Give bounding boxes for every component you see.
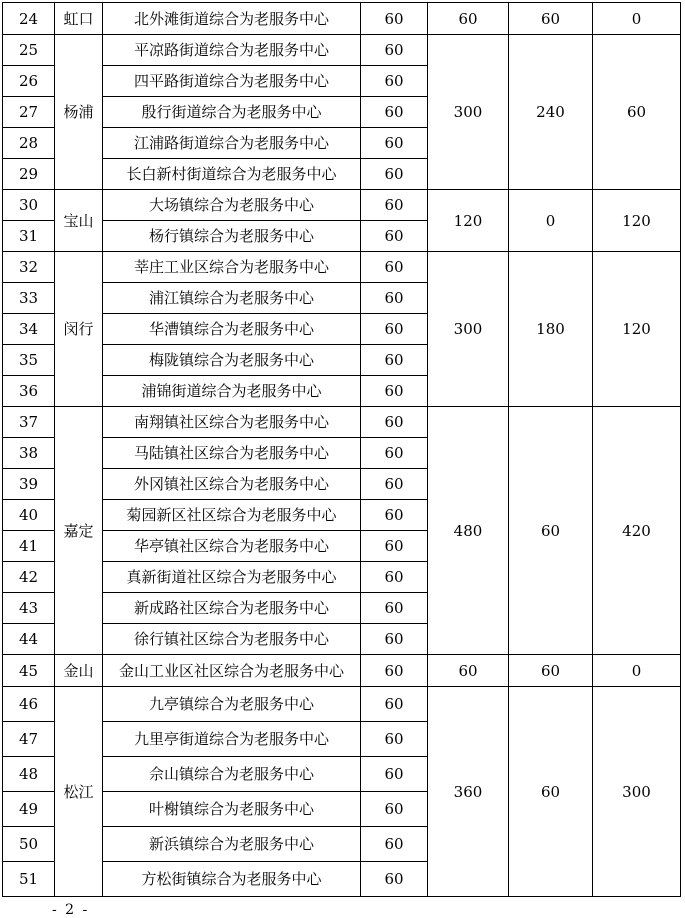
center-name: 九里亭街道综合为老服务中心: [103, 722, 361, 757]
center-name: 九亭镇综合为老服务中心: [103, 687, 361, 722]
center-value: 60: [361, 757, 428, 792]
row-number: 36: [3, 376, 55, 407]
center-name: 杨行镇综合为老服务中心: [103, 221, 361, 252]
table-row: [3, 407, 681, 438]
row-number: 28: [3, 128, 55, 159]
district-value-a: 0: [509, 190, 593, 252]
center-value: 60: [361, 687, 428, 722]
center-value: 60: [361, 722, 428, 757]
district-total: 300: [428, 35, 509, 190]
district-name: 松江: [55, 687, 103, 897]
table-row: [3, 3, 681, 35]
district-value-b: 300: [593, 687, 681, 897]
row-number: 35: [3, 345, 55, 376]
center-value: 60: [361, 407, 428, 438]
district-name: 闵行: [55, 252, 103, 407]
row-number: 41: [3, 531, 55, 562]
row-number: 45: [3, 655, 55, 687]
center-name: 江浦路街道综合为老服务中心: [103, 128, 361, 159]
row-number: 26: [3, 66, 55, 97]
row-number: 29: [3, 159, 55, 190]
row-number: 30: [3, 190, 55, 221]
district-name: 宝山: [55, 190, 103, 252]
center-value: 60: [361, 438, 428, 469]
district-value-a: 60: [509, 655, 593, 687]
center-value: 60: [361, 500, 428, 531]
row-number: 25: [3, 35, 55, 66]
center-value: 60: [361, 593, 428, 624]
district-value-b: 120: [593, 190, 681, 252]
center-name: 浦江镇综合为老服务中心: [103, 283, 361, 314]
district-name: 金山: [55, 655, 103, 687]
row-number: 38: [3, 438, 55, 469]
center-value: 60: [361, 862, 428, 897]
center-value: 60: [361, 283, 428, 314]
page-number: - 2 -: [52, 902, 90, 918]
row-number: 48: [3, 757, 55, 792]
center-name: 新浜镇综合为老服务中心: [103, 827, 361, 862]
center-value: 60: [361, 314, 428, 345]
center-value: 60: [361, 159, 428, 190]
row-number: 47: [3, 722, 55, 757]
center-value: 60: [361, 190, 428, 221]
center-name: 真新街道社区综合为老服务中心: [103, 562, 361, 593]
center-value: 60: [361, 469, 428, 500]
district-total: 60: [428, 3, 509, 35]
row-number: 32: [3, 252, 55, 283]
center-name: 北外滩街道综合为老服务中心: [103, 3, 361, 35]
district-value-a: 60: [509, 687, 593, 897]
district-value-b: 0: [593, 3, 681, 35]
center-name: 大场镇综合为老服务中心: [103, 190, 361, 221]
center-name: 徐行镇社区综合为老服务中心: [103, 624, 361, 655]
center-value: 60: [361, 655, 428, 687]
table-row: [3, 190, 681, 221]
center-name: 金山工业区社区综合为老服务中心: [103, 655, 361, 687]
district-value-b: 60: [593, 35, 681, 190]
district-name: 杨浦: [55, 35, 103, 190]
center-value: 60: [361, 624, 428, 655]
center-name: 平凉路街道综合为老服务中心: [103, 35, 361, 66]
row-number: 42: [3, 562, 55, 593]
table-row: [3, 252, 681, 283]
center-name: 马陆镇社区综合为老服务中心: [103, 438, 361, 469]
center-name: 南翔镇社区综合为老服务中心: [103, 407, 361, 438]
row-number: 39: [3, 469, 55, 500]
center-name: 四平路街道综合为老服务中心: [103, 66, 361, 97]
center-value: 60: [361, 345, 428, 376]
center-value: 60: [361, 252, 428, 283]
row-number: 31: [3, 221, 55, 252]
district-value-a: 180: [509, 252, 593, 407]
district-name: 嘉定: [55, 407, 103, 655]
table-row: [3, 687, 681, 722]
center-name: 叶榭镇综合为老服务中心: [103, 792, 361, 827]
row-number: 27: [3, 97, 55, 128]
district-total: 360: [428, 687, 509, 897]
district-total: 480: [428, 407, 509, 655]
center-name: 华漕镇综合为老服务中心: [103, 314, 361, 345]
table-row: [3, 655, 681, 687]
district-value-b: 420: [593, 407, 681, 655]
row-number: 49: [3, 792, 55, 827]
district-total: 60: [428, 655, 509, 687]
row-number: 24: [3, 3, 55, 35]
district-value-a: 60: [509, 407, 593, 655]
row-number: 33: [3, 283, 55, 314]
center-name: 殷行街道综合为老服务中心: [103, 97, 361, 128]
center-value: 60: [361, 3, 428, 35]
center-value: 60: [361, 562, 428, 593]
row-number: 50: [3, 827, 55, 862]
center-value: 60: [361, 35, 428, 66]
district-value-a: 240: [509, 35, 593, 190]
center-name: 新成路社区综合为老服务中心: [103, 593, 361, 624]
center-name: 长白新村街道综合为老服务中心: [103, 159, 361, 190]
district-value-a: 60: [509, 3, 593, 35]
center-name: 莘庄工业区综合为老服务中心: [103, 252, 361, 283]
service-center-table: [2, 2, 681, 897]
center-value: 60: [361, 531, 428, 562]
center-value: 60: [361, 66, 428, 97]
district-value-b: 120: [593, 252, 681, 407]
row-number: 51: [3, 862, 55, 897]
district-name: 虹口: [55, 3, 103, 35]
center-name: 浦锦街道综合为老服务中心: [103, 376, 361, 407]
table-row: [3, 35, 681, 66]
center-value: 60: [361, 827, 428, 862]
center-value: 60: [361, 376, 428, 407]
center-name: 外冈镇社区综合为老服务中心: [103, 469, 361, 500]
district-total: 300: [428, 252, 509, 407]
row-number: 44: [3, 624, 55, 655]
center-name: 华亭镇社区综合为老服务中心: [103, 531, 361, 562]
row-number: 46: [3, 687, 55, 722]
district-value-b: 0: [593, 655, 681, 687]
center-value: 60: [361, 221, 428, 252]
row-number: 43: [3, 593, 55, 624]
center-value: 60: [361, 792, 428, 827]
row-number: 40: [3, 500, 55, 531]
district-total: 120: [428, 190, 509, 252]
center-name: 梅陇镇综合为老服务中心: [103, 345, 361, 376]
center-value: 60: [361, 97, 428, 128]
center-name: 佘山镇综合为老服务中心: [103, 757, 361, 792]
row-number: 34: [3, 314, 55, 345]
center-value: 60: [361, 128, 428, 159]
center-name: 方松街镇综合为老服务中心: [103, 862, 361, 897]
center-name: 菊园新区社区综合为老服务中心: [103, 500, 361, 531]
row-number: 37: [3, 407, 55, 438]
